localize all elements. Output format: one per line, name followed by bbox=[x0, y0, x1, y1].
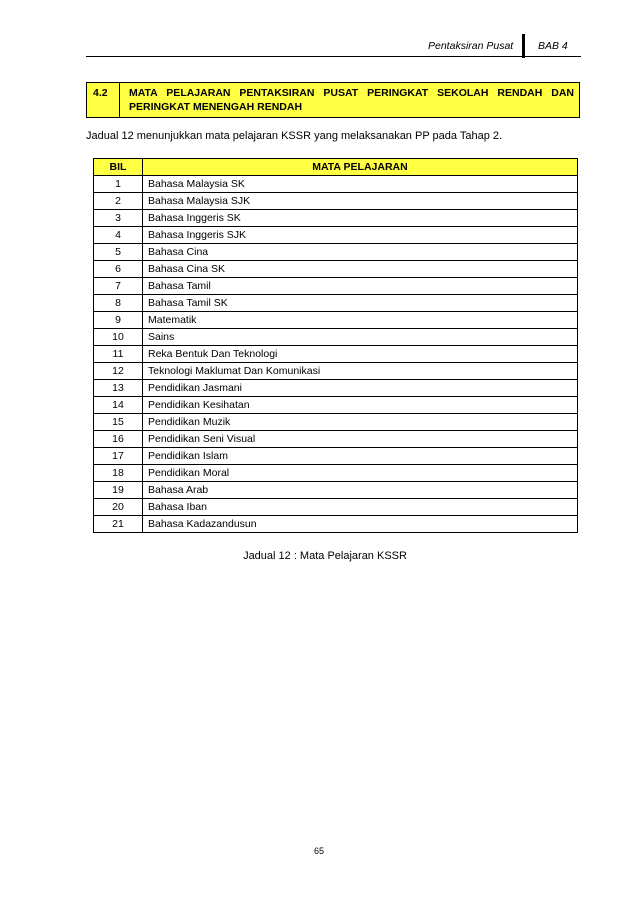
row-number: 6 bbox=[94, 261, 143, 278]
table-row bbox=[94, 295, 578, 312]
row-subject: Bahasa Iban bbox=[143, 499, 578, 516]
row-number: 12 bbox=[94, 363, 143, 380]
table-row bbox=[94, 210, 578, 227]
header-title: Pentaksiran Pusat bbox=[428, 40, 514, 52]
header-divider bbox=[522, 34, 525, 58]
column-header-subject: MATA PELAJARAN bbox=[143, 159, 578, 176]
table-row bbox=[94, 176, 578, 193]
intro-paragraph: Jadual 12 menunjukkan mata pelajaran KSSR yang melaksanakan PP pada Tahap 2. bbox=[86, 130, 503, 142]
section-title: MATA PELAJARAN PENTAKSIRAN PUSAT PERINGKAT SEKOLAH RENDAH DAN PERINGKAT MENENGAH RENDAH bbox=[129, 87, 574, 113]
table-row bbox=[94, 516, 578, 533]
row-subject: Sains bbox=[143, 329, 578, 346]
table-row bbox=[94, 448, 578, 465]
table-row bbox=[94, 380, 578, 397]
row-subject: Bahasa Malaysia SJK bbox=[143, 193, 578, 210]
page-header bbox=[410, 34, 581, 58]
row-number: 10 bbox=[94, 329, 143, 346]
table-row bbox=[94, 414, 578, 431]
table-row bbox=[94, 431, 578, 448]
column-header-bil: BIL bbox=[94, 159, 143, 176]
row-subject: Pendidikan Kesihatan bbox=[143, 397, 578, 414]
row-number: 7 bbox=[94, 278, 143, 295]
table-row bbox=[94, 329, 578, 346]
row-subject: Matematik bbox=[143, 312, 578, 329]
row-number: 8 bbox=[94, 295, 143, 312]
row-subject: Pendidikan Seni Visual bbox=[143, 431, 578, 448]
row-number: 11 bbox=[94, 346, 143, 363]
header-chapter: BAB 4 bbox=[538, 40, 568, 52]
table-row bbox=[94, 482, 578, 499]
table-header-row bbox=[94, 159, 578, 176]
table-row bbox=[94, 261, 578, 278]
table-row bbox=[94, 363, 578, 380]
row-subject: Bahasa Tamil bbox=[143, 278, 578, 295]
table-row bbox=[94, 244, 578, 261]
table-row bbox=[94, 193, 578, 210]
subjects-table bbox=[93, 158, 578, 533]
row-number: 21 bbox=[94, 516, 143, 533]
table-row bbox=[94, 312, 578, 329]
row-subject: Pendidikan Islam bbox=[143, 448, 578, 465]
row-number: 19 bbox=[94, 482, 143, 499]
row-number: 2 bbox=[94, 193, 143, 210]
row-number: 13 bbox=[94, 380, 143, 397]
table-row bbox=[94, 465, 578, 482]
table-caption-text: Jadual 12 : Mata Pelajaran KSSR bbox=[243, 550, 407, 562]
row-number: 3 bbox=[94, 210, 143, 227]
row-subject: Pendidikan Jasmani bbox=[143, 380, 578, 397]
row-number: 5 bbox=[94, 244, 143, 261]
table-body bbox=[94, 176, 578, 533]
row-number: 1 bbox=[94, 176, 143, 193]
table-row bbox=[94, 278, 578, 295]
row-number: 16 bbox=[94, 431, 143, 448]
row-subject: Reka Bentuk Dan Teknologi bbox=[143, 346, 578, 363]
table-row bbox=[94, 346, 578, 363]
row-subject: Teknologi Maklumat Dan Komunikasi bbox=[143, 363, 578, 380]
section-heading bbox=[86, 82, 580, 118]
section-number-cell bbox=[87, 83, 120, 117]
row-number: 17 bbox=[94, 448, 143, 465]
row-subject: Bahasa Cina bbox=[143, 244, 578, 261]
row-number: 20 bbox=[94, 499, 143, 516]
page-number: 65 bbox=[313, 846, 324, 856]
row-subject: Bahasa Malaysia SK bbox=[143, 176, 578, 193]
row-subject: Bahasa Kadazandusun bbox=[143, 516, 578, 533]
section-number: 4.2 bbox=[93, 87, 108, 99]
row-subject: Bahasa Cina SK bbox=[143, 261, 578, 278]
table-row bbox=[94, 397, 578, 414]
row-subject: Bahasa Inggeris SJK bbox=[143, 227, 578, 244]
row-number: 18 bbox=[94, 465, 143, 482]
table-row bbox=[94, 499, 578, 516]
row-subject: Bahasa Arab bbox=[143, 482, 578, 499]
row-subject: Pendidikan Moral bbox=[143, 465, 578, 482]
row-number: 14 bbox=[94, 397, 143, 414]
row-number: 9 bbox=[94, 312, 143, 329]
table-row bbox=[94, 227, 578, 244]
row-subject: Bahasa Tamil SK bbox=[143, 295, 578, 312]
header-rule bbox=[86, 56, 581, 57]
table-caption bbox=[0, 550, 638, 562]
row-subject: Bahasa Inggeris SK bbox=[143, 210, 578, 227]
row-number: 15 bbox=[94, 414, 143, 431]
row-number: 4 bbox=[94, 227, 143, 244]
row-subject: Pendidikan Muzik bbox=[143, 414, 578, 431]
